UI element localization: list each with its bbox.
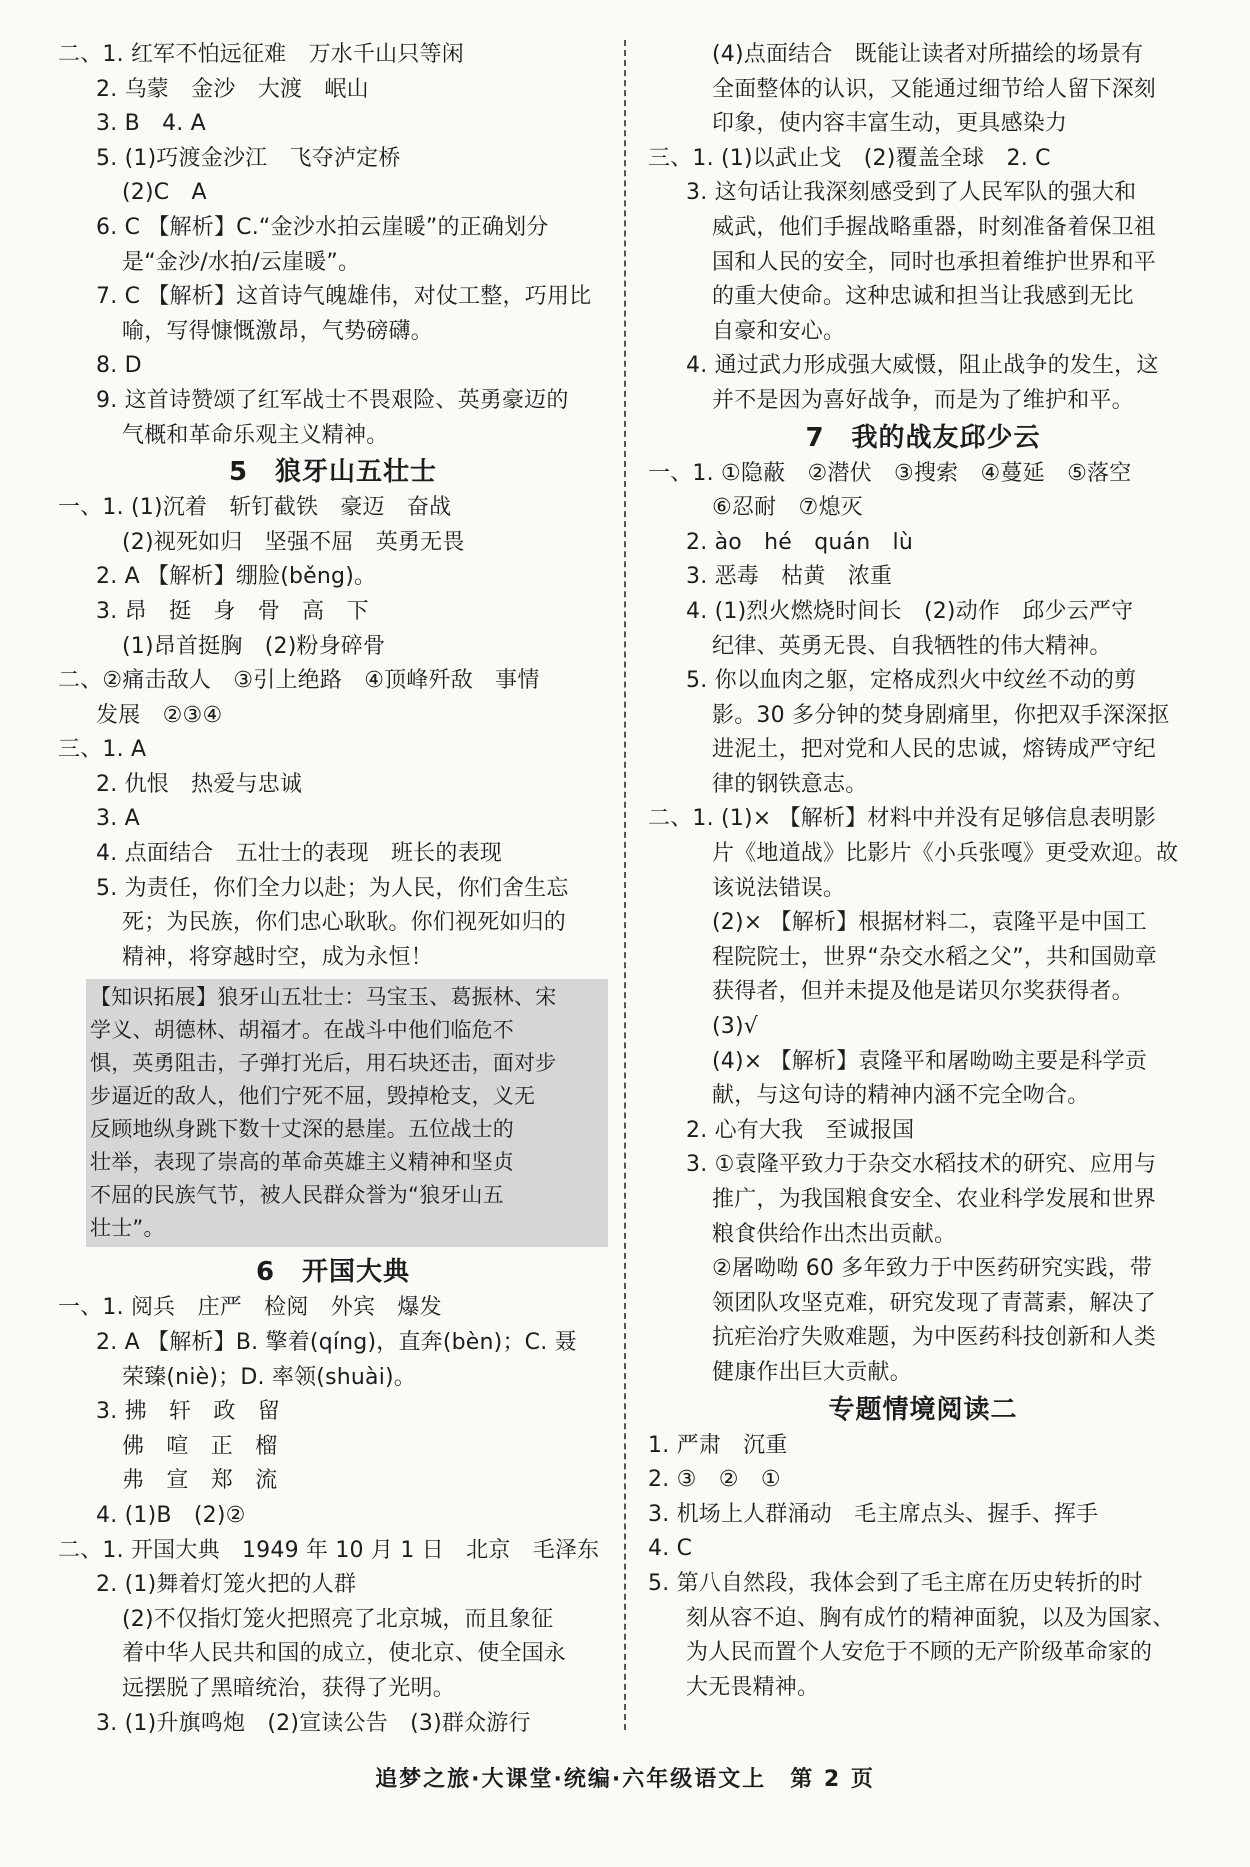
lesson-title: 5 狼牙山五壮士 — [228, 457, 438, 488]
right-column — [648, 38, 1198, 1705]
answer-line: 2. 仇恨 热爱与忠诚 — [96, 771, 303, 797]
column-divider — [624, 40, 626, 1730]
answer-line: 6. C 【解析】C.“金沙水拍云崖暖”的正确划分 — [96, 214, 549, 240]
answer-line: 7. C 【解析】这首诗气魄雄伟，对仗工整，巧用比 — [96, 284, 592, 310]
answer-line: 死；为民族，你们忠心耿耿。你们视死如归的 — [122, 910, 567, 936]
answer-line: 9. 这首诗赞颂了红军战士不畏艰险、英勇豪迈的 — [96, 387, 569, 413]
answer-line: 精神，将穿越时空，成为永恒！ — [122, 944, 433, 970]
answer-line: 二、②痛击敌人 ③引上绝路 ④顶峰歼敌 事情 — [58, 668, 540, 694]
answer-line: 3. 机场上人群涌动 毛主席点头、握手、挥手 — [648, 1501, 1099, 1527]
answer-line: 影。30 多分钟的焚身剧痛里，你把双手深深抠 — [712, 702, 1170, 728]
answer-line: 为人民而置个人安危于不顾的无产阶级革命家的 — [686, 1640, 1153, 1666]
answer-line: 一、1. (1)沉着 斩钉截铁 豪迈 奋战 — [58, 495, 452, 521]
answer-line: 3. 恶毒 枯黄 浓重 — [686, 564, 893, 590]
left-column — [58, 38, 608, 1741]
answer-line: 2. A 【解析】绷脸(běng)。 — [96, 564, 377, 590]
answer-line: 2. (1)舞着灯笼火把的人群 — [96, 1572, 357, 1598]
answer-line: 一、1. ①隐蔽 ②潜伏 ③搜索 ④蔓延 ⑤落空 — [648, 460, 1132, 486]
knowledge-line: 步逼近的敌人，他们宁死不屈，毁掉枪支，义无 — [90, 1084, 536, 1109]
answer-line: 3. A — [96, 806, 140, 832]
answer-line: 是“金沙/水拍/云崖暖”。 — [122, 249, 361, 275]
answer-line: 三、1. A — [58, 737, 147, 763]
answer-line: 大无畏精神。 — [686, 1674, 820, 1700]
answer-line: 2. A 【解析】B. 擎着(qíng)，直奔(bèn)；C. 聂 — [96, 1330, 577, 1356]
answer-line: 粮食供给作出杰出贡献。 — [712, 1221, 957, 1247]
answer-line: 刻从容不迫、胸有成竹的精神面貌，以及为国家、 — [686, 1605, 1175, 1631]
answer-line: 3. ①袁隆平致力于杂交水稻技术的研究、应用与 — [686, 1152, 1157, 1178]
answer-line: 5. 你以血肉之躯，定格成烈火中纹丝不动的剪 — [686, 668, 1137, 694]
answer-line: (1)昂首挺胸 (2)粉身碎骨 — [122, 633, 386, 659]
answer-line: 4. (1)B (2)② — [96, 1503, 246, 1528]
answer-line: 弗 宣 郑 流 — [122, 1468, 278, 1494]
answer-line: (2)× 【解析】根据材料二，袁隆平是中国工 — [712, 910, 1147, 936]
answer-line: ⑥忍耐 ⑦熄灭 — [712, 495, 863, 521]
page-footer: 追梦之旅·大课堂·统编·六年级语文上 第 2 页 — [375, 1767, 875, 1792]
answer-line: (2)视死如归 坚强不屈 英勇无畏 — [122, 529, 465, 555]
knowledge-line: 【知识拓展】狼牙山五壮士：马宝玉、葛振林、宋 — [90, 985, 557, 1010]
answer-line: 4. 点面结合 五壮士的表现 班长的表现 — [96, 841, 502, 867]
answer-line: 2. ào hé quán lù — [686, 529, 913, 555]
answer-line: 三、1. (1)以武止戈 (2)覆盖全球 2. C — [648, 145, 1051, 171]
answer-line: 远摆脱了黑暗统治，获得了光明。 — [122, 1675, 456, 1701]
answer-line: 3. (1)升旗鸣炮 (2)宣读公告 (3)群众游行 — [96, 1710, 531, 1736]
knowledge-line: 学义、胡德林、胡福才。在战斗中他们临危不 — [90, 1018, 514, 1043]
answer-line: 律的钢铁意志。 — [712, 771, 868, 797]
answer-line: 荣臻(niè)；D. 率领(shuài)。 — [122, 1364, 416, 1390]
lesson-title: 专题情境阅读二 — [828, 1394, 1018, 1425]
answer-line: 1. 严肃 沉重 — [648, 1432, 788, 1458]
knowledge-line: 壮举，表现了崇高的革命英雄主义精神和坚贞 — [90, 1150, 514, 1175]
answer-line: 5. 为责任，你们全力以赴；为人民，你们舍生忘 — [96, 875, 569, 901]
answer-line: 8. D — [96, 353, 142, 379]
answer-line: 4. (1)烈火燃烧时间长 (2)动作 邱少云严守 — [686, 598, 1134, 624]
answer-line: 3. 昂 挺 身 骨 高 下 — [96, 598, 369, 624]
answer-line: 健康作出巨大贡献。 — [712, 1359, 912, 1385]
lesson-title: 6 开国大典 — [255, 1257, 411, 1288]
answer-line: (3)√ — [712, 1014, 758, 1040]
answer-line: 5. (1)巧渡金沙江 飞夺泸定桥 — [96, 145, 401, 171]
knowledge-line: 反顾地纵身跳下数十丈深的悬崖。五位战士的 — [90, 1117, 514, 1142]
answer-line: 片《地道战》比影片《小兵张嘎》更受欢迎。故 — [712, 841, 1179, 867]
lesson-title: 7 我的战友邱少云 — [805, 422, 1041, 453]
answer-line: 并不是因为喜好战争，而是为了维护和平。 — [712, 387, 1134, 413]
answer-line: 佛 喧 正 榴 — [122, 1433, 278, 1459]
answer-line: 3. 这句话让我深刻感受到了人民军队的强大和 — [686, 180, 1137, 206]
answer-line: 的重大使命。这种忠诚和担当让我感到无比 — [712, 284, 1134, 310]
answer-line: 气概和革命乐观主义精神。 — [122, 422, 389, 448]
knowledge-line: 壮士”。 — [90, 1216, 165, 1241]
answer-line: 程院院士，世界“杂交水稻之父”，共和国勋章 — [712, 944, 1157, 970]
answer-line: 威武，他们手握战略重器，时刻准备着保卫祖 — [712, 214, 1157, 240]
knowledge-line: 不屈的民族气节，被人民群众誉为“狼牙山五 — [90, 1183, 504, 1208]
answer-line: 二、1. 红军不怕远征难 万水千山只等闲 — [58, 42, 464, 67]
answer-line: 该说法错误。 — [712, 875, 846, 901]
answer-line: 印象，使内容丰富生动，更具感染力 — [712, 111, 1068, 137]
answer-line: 4. 通过武力形成强大威慑，阻止战争的发生，这 — [686, 353, 1159, 379]
answer-line: 进泥土，把对党和人民的忠诚，熔铸成严守纪 — [712, 737, 1157, 763]
answer-line: 推广，为我国粮食安全、农业科学发展和世界 — [712, 1187, 1157, 1212]
answer-line: 发展 ②③④ — [96, 702, 223, 728]
answer-line: (4)× 【解析】袁隆平和屠呦呦主要是科学贡 — [712, 1048, 1147, 1074]
answer-line: 献，与这句诗的精神内涵不完全吻合。 — [712, 1083, 1090, 1109]
answer-line: 3. B 4. A — [96, 111, 206, 137]
answer-line: 着中华人民共和国的成立，使北京、使全国永 — [122, 1641, 567, 1667]
answer-line: (4)点面结合 既能让读者对所描绘的场景有 — [712, 42, 1144, 67]
answer-line: 获得者，但并未提及他是诺贝尔奖获得者。 — [712, 979, 1134, 1005]
answer-line: 国和人民的安全，同时也承担着维护世界和平 — [712, 249, 1157, 275]
answer-line: 领团队攻坚克难，研究发现了青蒿素，解决了 — [712, 1290, 1157, 1316]
answer-line: 一、1. 阅兵 庄严 检阅 外宾 爆发 — [58, 1295, 442, 1321]
answer-line: 抗疟治疗失败难题，为中医药科技创新和人类 — [712, 1325, 1157, 1351]
answer-line: 2. ③ ② ① — [648, 1467, 781, 1493]
knowledge-line: 惧，英勇阻击，子弹打光后，用石块还击，面对步 — [90, 1051, 557, 1076]
answer-line: (2)不仅指灯笼火把照亮了北京城，而且象征 — [122, 1606, 554, 1632]
answer-line: 全面整体的认识，又能通过细节给人留下深刻 — [712, 76, 1157, 102]
answer-line: 喻，写得慷慨激昂，气势磅礴。 — [122, 318, 433, 344]
answer-line: 自豪和安心。 — [712, 318, 846, 344]
answer-line: ②屠呦呦 60 多年致力于中医药研究实践，带 — [712, 1256, 1153, 1282]
answer-line: 2. 乌蒙 金沙 大渡 岷山 — [96, 76, 369, 102]
knowledge-box — [86, 979, 608, 1247]
answer-line: 纪律、英勇无畏、自我牺牲的伟大精神。 — [712, 633, 1112, 659]
answer-line: (2)C A — [122, 180, 207, 206]
answer-line: 2. 心有大我 至诚报国 — [686, 1117, 915, 1143]
answer-line: 二、1. 开国大典 1949 年 10 月 1 日 北京 毛泽东 — [58, 1537, 600, 1563]
answer-line: 3. 拂 轩 政 留 — [96, 1399, 280, 1425]
answer-line: 4. C — [648, 1536, 693, 1562]
answer-line: 5. 第八自然段，我体会到了毛主席在历史转折的时 — [648, 1570, 1143, 1596]
answer-line: 二、1. (1)× 【解析】材料中并没有足够信息表明影 — [648, 806, 1156, 832]
